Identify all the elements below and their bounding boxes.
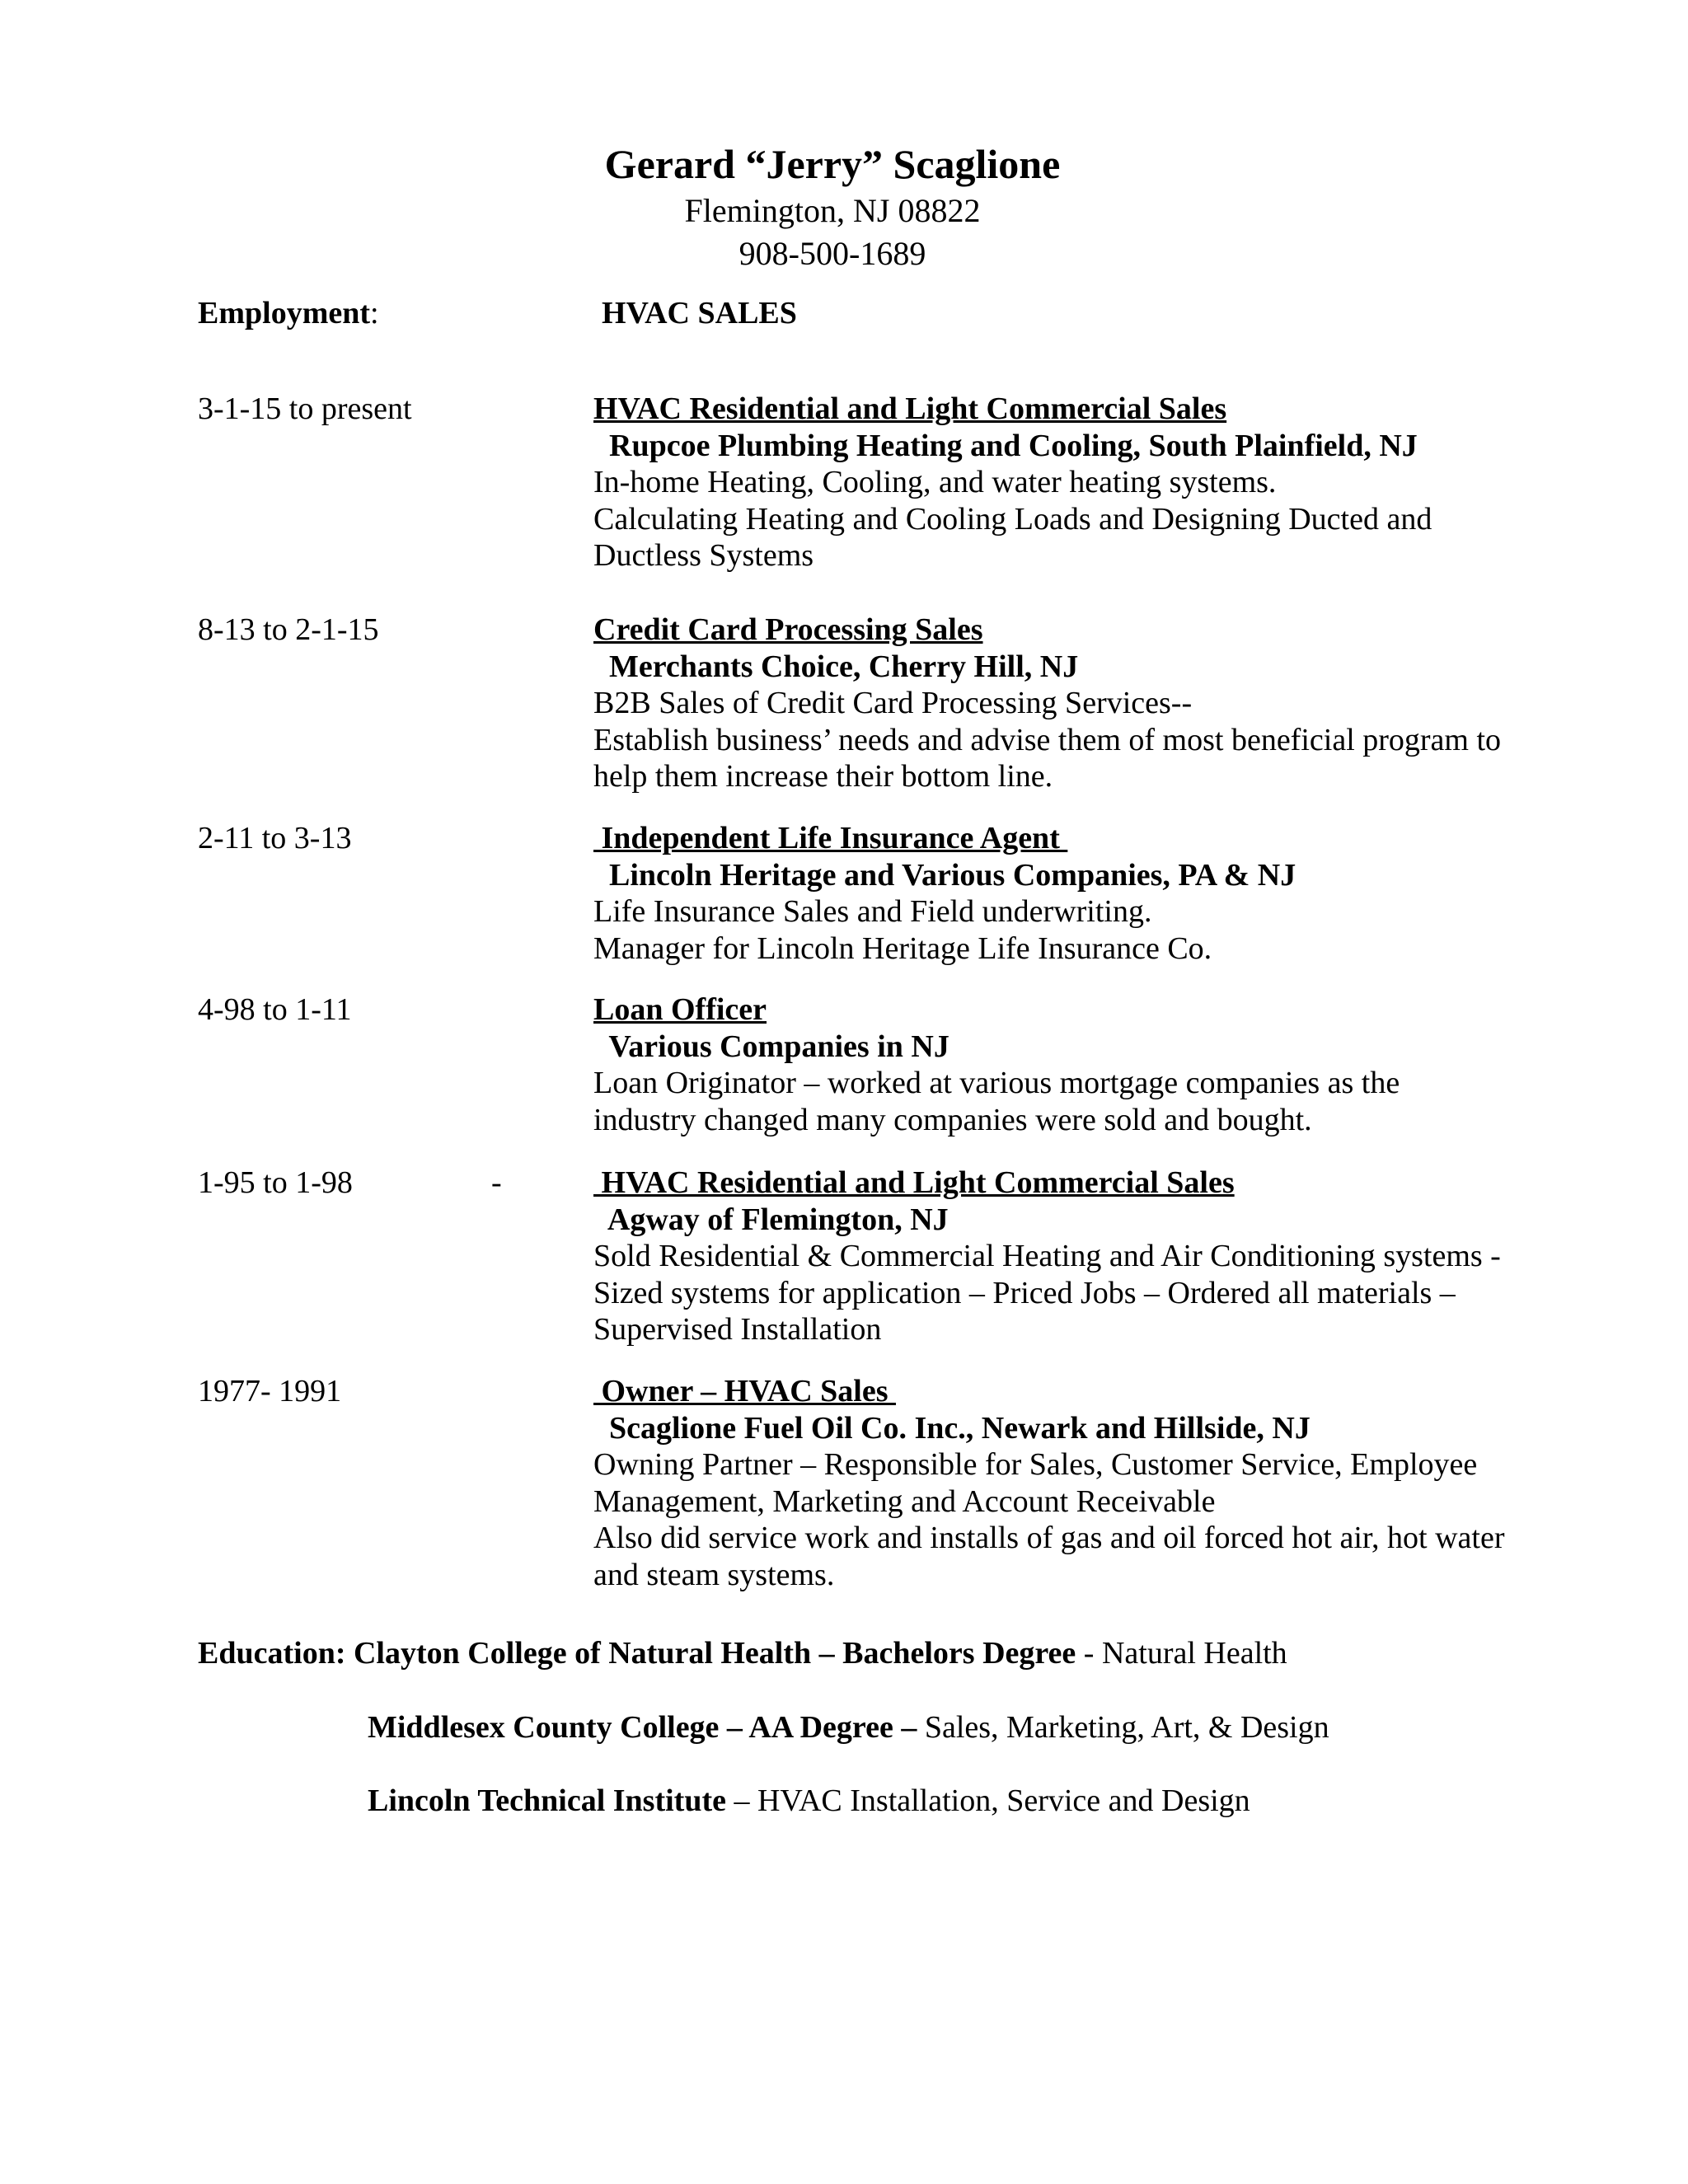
job-description-line: Loan Originator – worked at various mortgage companies as the industry changed many companies were sold and bought. [593, 1066, 1400, 1137]
job-details [593, 391, 1508, 574]
job-details [593, 612, 1508, 795]
employment-heading [198, 293, 379, 333]
job-title: Independent Life Insurance Agent [593, 821, 1068, 855]
job-dates: 4-98 to 1-11 [198, 992, 352, 1027]
job-company: Agway of Flemington, NJ [593, 1202, 949, 1237]
job-company: Merchants Choice, Cherry Hill, NJ [593, 649, 1079, 684]
education-school: Lincoln Technical Institute [368, 1783, 726, 1818]
job-dates: 8-13 to 2-1-15 [198, 612, 379, 647]
employment-field: HVAC SALES [602, 296, 797, 330]
job-company: Lincoln Heritage and Various Companies, PA & NJ [593, 857, 1296, 893]
job-company: Rupcoe Plumbing Heating and Cooling, South Plainfield, NJ [593, 428, 1418, 463]
education-school: Middlesex County College – AA Degree – [368, 1710, 917, 1745]
employment-colon: : [370, 296, 379, 330]
job-details [593, 820, 1508, 967]
job-dates: 2-11 to 3-13 [198, 821, 352, 855]
job-description-line: Establish business’ needs and advise them of most beneficial program to help them increase their bottom line. [593, 722, 1502, 794]
job-details [593, 1373, 1508, 1593]
employment-label: Employment [198, 296, 370, 330]
candidate-name: Gerard “Jerry” Scaglione [604, 141, 1061, 187]
job-dash: - [491, 1165, 502, 1200]
job-company: Scaglione Fuel Oil Co. Inc., Newark and Hillside, NJ [593, 1410, 1311, 1446]
job-dates: 3-1-15 to present [198, 391, 412, 426]
job-title: HVAC Residential and Light Commercial Sales [593, 391, 1227, 426]
job-dates: 1977- 1991 [198, 1374, 342, 1408]
job-description-line: B2B Sales of Credit Card Processing Services-- [593, 686, 1193, 720]
education-school: Clayton College of Natural Health – Bachelors Degree [353, 1636, 1076, 1671]
job-details [593, 1165, 1508, 1348]
job-description-line: In-home Heating, Cooling, and water heating systems. [593, 465, 1277, 499]
job-description-line: Also did service work and installs of gas and oil forced hot air, hot water and steam systems. [593, 1521, 1505, 1592]
education-detail: – HVAC Installation, Service and Design [725, 1783, 1250, 1818]
job-description-line: Manager for Lincoln Heritage Life Insurance Co. [593, 930, 1212, 966]
job-description-line: Life Insurance Sales and Field underwriting. [593, 894, 1152, 929]
job-title: HVAC Residential and Light Commercial Sales [593, 1165, 1235, 1200]
job-description-line: Sold Residential & Commercial Heating and Air Conditioning systems - Sized systems for application – Priced Jobs – Ordered all materials – Supervised Installation [593, 1239, 1501, 1347]
education-entry [198, 1633, 1287, 1673]
job-title: Owner – HVAC Sales [593, 1374, 897, 1408]
candidate-phone: 908-500-1689 [738, 235, 926, 272]
job-description-line: Calculating Heating and Cooling Loads and Designing Ducted and Ductless Systems [593, 501, 1432, 573]
education-entry [368, 1708, 1329, 1747]
resume-header [0, 138, 1665, 275]
job-title: Credit Card Processing Sales [593, 612, 983, 647]
candidate-location: Flemington, NJ 08822 [684, 192, 981, 229]
education-label: Education: [198, 1636, 346, 1671]
education-detail: Sales, Marketing, Art, & Design [917, 1710, 1329, 1745]
job-dates: 1-95 to 1-98 [198, 1165, 353, 1200]
job-title: Loan Officer [593, 992, 767, 1027]
job-company: Various Companies in NJ [593, 1029, 950, 1064]
job-description-line: Owning Partner – Responsible for Sales, Customer Service, Employee Management, Marketing and Account Receivable [593, 1447, 1478, 1519]
education-detail: - Natural Health [1076, 1636, 1287, 1671]
job-details [593, 991, 1508, 1138]
education-entry [368, 1781, 1250, 1821]
